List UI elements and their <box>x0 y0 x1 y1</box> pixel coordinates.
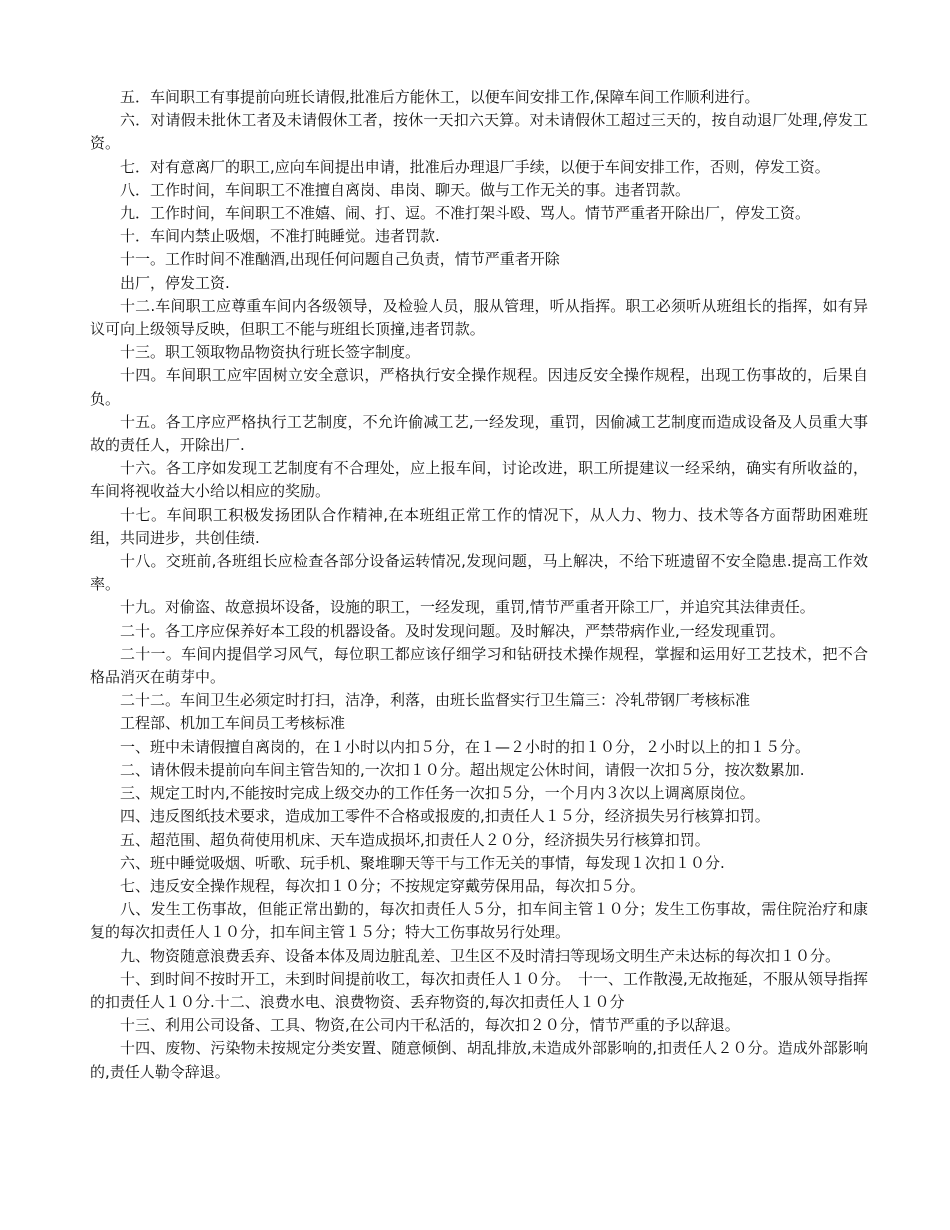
section-heading: 工程部、机加工车间员工考核标准 <box>120 714 346 733</box>
paragraph-18: 十八。交班前,各班组长应检查各部分设备运转情况,发现问题，马上解决，不给下班遗留不安全隐患.提高工作效率。 <box>90 552 868 594</box>
rule-5: 五、超范围、超负荷使用机床、天车造成损坏,扣责任人２０分，经济损失另行核算扣罚。 <box>120 830 710 849</box>
rule-1: 一、班中未请假擅自离岗的，在１小时以内扣５分，在１—２小时的扣１０分，２小时以上的扣１５分。 <box>120 737 811 756</box>
paragraph-13: 十三。职工领取物品物资执行班长签字制度。 <box>120 343 421 362</box>
paragraph-21: 二十一。车间内提倡学习风气，每位职工都应该仔细学习和钻研技术操作规程，掌握和运用好工艺技术，把不合格品消灭在萌芽中。 <box>90 644 868 687</box>
paragraph-15: 十五。各工序应严格执行工艺制度，不允许偷减工艺,一经发现，重罚，因偷减工艺制度而造成设备及人员重大事故的责任人，开除出厂. <box>90 412 868 455</box>
paragraph-16: 十六。各工序如发现工艺制度有不合理处，应上报车间，讨论改进，职工所提建议一经采纳，确实有所收益的，车间将视收益大小给以相应的奖励。 <box>90 459 868 501</box>
rule-8: 八、发生工伤事故，但能正常出勤的，每次扣责任人５分，扣车间主管１０分；发生工伤事故，需住院治疗和康复的每次扣责任人１０分，扣车间主管１５分；特大工伤事故另行处理。 <box>90 900 868 942</box>
rule-9: 九、物资随意浪费丢弃、设备本体及周边脏乱差、卫生区不及时清扫等现场文明生产未达标的每次扣１０分。 <box>120 946 841 965</box>
paragraph-7: 七．对有意离厂的职工,应向车间提出申请，批准后办理退厂手续，以便于车间安排工作，否则，停发工资。 <box>120 157 830 176</box>
paragraph-5: 五．车间职工有事提前向班长请假,批准后方能休工，以便车间安排工作,保障车间工作顺利进行。 <box>120 88 760 106</box>
rule-13: 十三、利用公司设备、工具、物资,在公司内干私活的，每次扣２０分，情节严重的予以辞退。 <box>120 1016 740 1035</box>
rule-4: 四、违反图纸技术要求，造成加工零件不合格或报废的,扣责任人１５分，经济损失另行核算扣罚。 <box>120 807 770 826</box>
paragraph-11: 十一。工作时间不准酗酒,出现任何问题自己负责，情节严重者开除 <box>120 250 560 269</box>
rule-6: 六、班中睡觉吸烟、听歌、玩手机、聚堆聊天等干与工作无关的事情，每发现１次扣１０分. <box>120 853 725 872</box>
rule-14: 十四、废物、污染物未按规定分类安置、随意倾倒、胡乱排放,未造成外部影响的,扣责任人２０分。造成外部影响的,责任人勒令辞退。 <box>90 1039 868 1081</box>
paragraph-9: 九．工作时间，车间职工不准嬉、闹、打、逗。不准打架斗殴、骂人。情节严重者开除出厂，停发工资。 <box>120 204 811 223</box>
paragraph-6: 六．对请假未批休工者及未请假休工者，按休一天扣六天算。对未请假休工超过三天的，按自动退厂处理,停发工资。 <box>90 111 868 153</box>
paragraph-8: 八．工作时间，车间职工不准擅自离岗、串岗、聊天。做与工作无关的事。违者罚款。 <box>120 180 691 199</box>
document-page <box>90 86 868 1084</box>
rule-7: 七、违反安全操作规程，每次扣１０分；不按规定穿戴劳保用品，每次扣５分。 <box>120 876 646 895</box>
paragraph-10: 十．车间内禁止吸烟，不准打盹睡觉。违者罚款. <box>120 227 440 246</box>
paragraph-22: 二十二。车间卫生必须定时打扫，洁净，利落，由班长监督实行卫生篇三：冷轧带钢厂考核标准 <box>120 691 751 710</box>
paragraph-11-continued: 出厂，停发工资. <box>120 273 230 292</box>
rule-10-12: 十、到时间不按时开工，未到时间提前收工，每次扣责任人１０分。 十一、工作散漫,无故拖延，不服从领导指挥的扣责任人１０分.十二、浪费水电、浪费物资、丢弃物资的,每次扣责任人１０分 <box>90 969 868 1011</box>
rule-3: 三、规定工时内,不能按时完成上级交办的工作任务一次扣５分，一个月内３次以上调离原岗位。 <box>120 784 755 803</box>
paragraph-17: 十七。车间职工积极发扬团队合作精神,在本班组正常工作的情况下，从人力、物力、技术等各方面帮助困难班组，共同进步，共创佳绩. <box>90 505 868 547</box>
rule-2: 二、请休假未提前向车间主管告知的,一次扣１０分。超出规定公休时间，请假一次扣５分，按次数累加. <box>120 760 805 779</box>
paragraph-19: 十九。对偷盗、故意损坏设备，设施的职工，一经发现，重罚,情节严重者开除工厂，并追究其法律责任。 <box>120 598 815 617</box>
paragraph-20: 二十。各工序应保养好本工段的机器设备。及时发现问题。及时解决，严禁带病作业,一经发现重罚。 <box>120 621 785 640</box>
paragraph-14: 十四。车间职工应牢固树立安全意识，严格执行安全操作规程。因违反安全操作规程，出现工伤事故的，后果自负。 <box>90 366 868 408</box>
paragraph-12: 十二.车间职工应尊重车间内各级领导，及检验人员，服从管理，听从指挥。职工必须听从班组长的指挥，如有异议可向上级领导反映，但职工不能与班组长顶撞,违者罚款。 <box>90 296 868 339</box>
